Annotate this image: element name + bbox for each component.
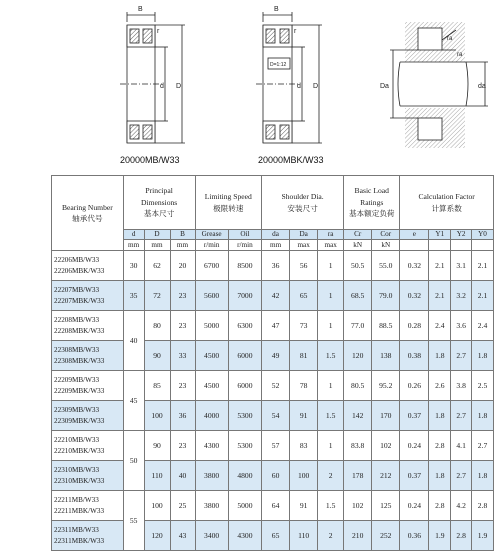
bearing-number: 22309MB/W33 (54, 405, 100, 414)
header-speed (195, 176, 262, 230)
B-cell: 20 (170, 251, 195, 281)
bearing-number: 22206MB/W33 (54, 255, 100, 264)
bearing-number-cell (52, 521, 124, 551)
cor-cell: 125 (372, 491, 400, 521)
cr-cell: 210 (344, 521, 372, 551)
y1-cell: 2.4 (429, 311, 451, 341)
header-bearing-number-zh: 轴承代号 (72, 214, 103, 223)
symbol-cell: e (400, 230, 429, 240)
symbol-cell: B (170, 230, 195, 240)
symbol-cell: ra (318, 230, 344, 240)
cor-cell: 79.0 (372, 281, 400, 311)
D-cell: 100 (144, 491, 170, 521)
d-cell: 50 (123, 431, 144, 491)
ra-cell: 1.5 (318, 401, 344, 431)
symbol-cell: Da (290, 230, 318, 240)
B-cell: 43 (170, 521, 195, 551)
e-cell: 0.37 (400, 401, 429, 431)
bearing-number-k: 22308MBK/W33 (54, 356, 105, 365)
cr-cell: 178 (344, 461, 372, 491)
B-cell: 23 (170, 371, 195, 401)
drawing-mbk-d-label: d (297, 83, 301, 90)
bearing-number: 22311MB/W33 (54, 525, 99, 534)
oil-cell: 7000 (228, 281, 261, 311)
B-cell: 40 (170, 461, 195, 491)
bearing-number: 22310MB/W33 (54, 465, 100, 474)
cr-cell: 50.5 (344, 251, 372, 281)
D-cell: 85 (144, 371, 170, 401)
e-cell: 0.37 (400, 461, 429, 491)
y2-cell: 2.7 (451, 401, 472, 431)
d-cell: 35 (123, 281, 144, 311)
header-row (52, 176, 494, 230)
y2-cell: 3.8 (451, 371, 472, 401)
Da-cell: 73 (290, 311, 318, 341)
symbol-cell: Grease (195, 230, 228, 240)
Da-cell: 81 (290, 341, 318, 371)
bearing-number-k: 22209MBK/W33 (54, 386, 105, 395)
unit-cell: mm (262, 240, 290, 251)
ra-cell: 1 (318, 311, 344, 341)
y0-cell: 1.8 (472, 341, 494, 371)
Da-cell: 65 (290, 281, 318, 311)
oil-cell: 8500 (228, 251, 261, 281)
y0-cell: 2.7 (472, 431, 494, 461)
oil-cell: 6300 (228, 311, 261, 341)
oil-cell: 5000 (228, 491, 261, 521)
symbol-cell: Y0 (472, 230, 494, 240)
bearing-number-k: 22211MBK/W33 (54, 506, 105, 515)
drawing-mounting (390, 22, 488, 148)
cr-cell: 83.8 (344, 431, 372, 461)
drawing-mount-Da-label: Da (380, 83, 389, 90)
drawing-mbk-D-label: D (313, 83, 319, 90)
y1-cell: 2.1 (429, 251, 451, 281)
drawing-mb-D-label: D (176, 83, 182, 90)
cr-cell: 77.0 (344, 311, 372, 341)
header-shoulder-zh: 安装尺寸 (287, 203, 318, 213)
bearing-number: 22208MB/W33 (54, 315, 100, 324)
bearing-number-cell (52, 281, 124, 311)
da-cell: 52 (262, 371, 290, 401)
unit-cell (451, 240, 472, 251)
B-cell: 23 (170, 311, 195, 341)
header-shoulder-en: Shoulder Dia. (281, 192, 324, 202)
Da-cell: 56 (290, 251, 318, 281)
table-row (52, 431, 494, 461)
header-speed-zh: 极限转速 (213, 203, 244, 213)
header-load-en2: Ratings (360, 197, 384, 207)
y0-cell: 2.1 (472, 281, 494, 311)
cor-cell: 102 (372, 431, 400, 461)
table-row (52, 311, 494, 341)
drawing-mb-caption: 20000MB/W33 (120, 155, 180, 165)
symbol-cell: D (144, 230, 170, 240)
Da-cell: 91 (290, 401, 318, 431)
bearing-drawings (0, 0, 500, 175)
drawing-mount-ra-bottom: ra (457, 52, 463, 58)
grease-cell: 3800 (195, 491, 228, 521)
y0-cell: 1.9 (472, 521, 494, 551)
grease-cell: 3800 (195, 461, 228, 491)
ra-cell: 1 (318, 251, 344, 281)
da-cell: 36 (262, 251, 290, 281)
symbol-cell: Y2 (451, 230, 472, 240)
unit-cell: kN (372, 240, 400, 251)
cor-cell: 138 (372, 341, 400, 371)
symbol-cell: Cor (372, 230, 400, 240)
bearing-number-k: 22208MBK/W33 (54, 326, 105, 335)
cr-cell: 68.5 (344, 281, 372, 311)
unit-cell: max (290, 240, 318, 251)
unit-cell (400, 240, 429, 251)
cor-cell: 88.5 (372, 311, 400, 341)
bearing-number-cell (52, 461, 124, 491)
B-cell: 33 (170, 341, 195, 371)
d-cell: 40 (123, 311, 144, 371)
cr-cell: 102 (344, 491, 372, 521)
oil-cell: 6000 (228, 341, 261, 371)
header-factor-en: Calculation Factor (418, 192, 475, 202)
D-cell: 90 (144, 431, 170, 461)
y2-cell: 4.2 (451, 491, 472, 521)
grease-cell: 4500 (195, 341, 228, 371)
table-row (52, 491, 494, 521)
bearing-number: 22210MB/W33 (54, 435, 100, 444)
bearing-number-cell (52, 371, 124, 401)
d-cell: 30 (123, 251, 144, 281)
table-row (52, 521, 494, 551)
cor-cell: 252 (372, 521, 400, 551)
header-factor (400, 176, 494, 230)
header-speed-en: Limiting Speed (204, 192, 252, 202)
d-cell: 45 (123, 371, 144, 431)
y2-cell: 3.6 (451, 311, 472, 341)
symbol-cell: Cr (344, 230, 372, 240)
D-cell: 100 (144, 401, 170, 431)
header-dimensions (123, 176, 195, 230)
ra-cell: 1.5 (318, 491, 344, 521)
Da-cell: 83 (290, 431, 318, 461)
D-cell: 120 (144, 521, 170, 551)
da-cell: 57 (262, 431, 290, 461)
y2-cell: 3.1 (451, 251, 472, 281)
B-cell: 23 (170, 431, 195, 461)
grease-cell: 5600 (195, 281, 228, 311)
oil-cell: 4800 (228, 461, 261, 491)
y1-cell: 1.8 (429, 401, 451, 431)
da-cell: 54 (262, 401, 290, 431)
header-load-en: Basic Load (354, 186, 389, 196)
unit-cell: mm (170, 240, 195, 251)
oil-cell: 6000 (228, 371, 261, 401)
y1-cell: 1.8 (429, 341, 451, 371)
drawing-mbk-taper-label: D=1:12 (270, 62, 287, 68)
bearing-number-cell (52, 251, 124, 281)
bearing-number-cell (52, 491, 124, 521)
header-factor-zh: 计算系数 (431, 203, 462, 213)
unit-cell (472, 240, 494, 251)
grease-cell: 6700 (195, 251, 228, 281)
y0-cell: 1.8 (472, 401, 494, 431)
unit-cell: r/min (228, 240, 261, 251)
y1-cell: 2.8 (429, 431, 451, 461)
Da-cell: 91 (290, 491, 318, 521)
D-cell: 62 (144, 251, 170, 281)
da-cell: 49 (262, 341, 290, 371)
header-bearing-number (52, 176, 124, 251)
e-cell: 0.26 (400, 371, 429, 401)
e-cell: 0.38 (400, 341, 429, 371)
bearing-spec-table (51, 175, 494, 551)
drawing-mbk-r-label: r (294, 28, 297, 35)
da-cell: 47 (262, 311, 290, 341)
cor-cell: 170 (372, 401, 400, 431)
da-cell: 64 (262, 491, 290, 521)
da-cell: 65 (262, 521, 290, 551)
D-cell: 80 (144, 311, 170, 341)
da-cell: 42 (262, 281, 290, 311)
symbol-cell: d (123, 230, 144, 240)
e-cell: 0.36 (400, 521, 429, 551)
bearing-number-k: 22311MBK/W33 (54, 536, 105, 545)
e-cell: 0.24 (400, 431, 429, 461)
unit-cell: mm (144, 240, 170, 251)
D-cell: 72 (144, 281, 170, 311)
header-load (344, 176, 400, 230)
cor-cell: 95.2 (372, 371, 400, 401)
grease-cell: 4500 (195, 371, 228, 401)
table-row (52, 341, 494, 371)
y2-cell: 2.7 (451, 341, 472, 371)
grease-cell: 3400 (195, 521, 228, 551)
y2-cell: 2.8 (451, 521, 472, 551)
bearing-number-cell (52, 431, 124, 461)
cr-cell: 80.5 (344, 371, 372, 401)
drawing-mbk (256, 12, 322, 143)
table-row (52, 401, 494, 431)
bearing-number: 22209MB/W33 (54, 375, 100, 384)
y1-cell: 2.8 (429, 491, 451, 521)
ra-cell: 1.5 (318, 341, 344, 371)
header-shoulder (262, 176, 344, 230)
cor-cell: 212 (372, 461, 400, 491)
bearing-number: 22308MB/W33 (54, 345, 100, 354)
e-cell: 0.32 (400, 251, 429, 281)
d-cell: 55 (123, 491, 144, 551)
symbol-cell: Y1 (429, 230, 451, 240)
Da-cell: 78 (290, 371, 318, 401)
y1-cell: 1.9 (429, 521, 451, 551)
D-cell: 90 (144, 341, 170, 371)
drawing-mount-ra-top: ra (447, 36, 453, 42)
Da-cell: 100 (290, 461, 318, 491)
header-bearing-number-en: Bearing Number (61, 202, 113, 212)
D-cell: 110 (144, 461, 170, 491)
ra-cell: 2 (318, 461, 344, 491)
drawing-mb-d-label: d (160, 83, 164, 90)
bearing-number-k: 22310MBK/W33 (54, 476, 105, 485)
y1-cell: 2.6 (429, 371, 451, 401)
B-cell: 25 (170, 491, 195, 521)
ra-cell: 2 (318, 521, 344, 551)
drawing-mount-da-label: da (478, 83, 486, 90)
unit-cell: r/min (195, 240, 228, 251)
bearing-number: 22211MB/W33 (54, 495, 99, 504)
y0-cell: 2.8 (472, 491, 494, 521)
table-row (52, 251, 494, 281)
B-cell: 36 (170, 401, 195, 431)
y0-cell: 2.5 (472, 371, 494, 401)
y1-cell: 2.1 (429, 281, 451, 311)
bearing-number: 22207MB/W33 (54, 285, 100, 294)
da-cell: 60 (262, 461, 290, 491)
unit-cell (429, 240, 451, 251)
bearing-number-k: 22206MBK/W33 (54, 266, 105, 275)
unit-cell: max (318, 240, 344, 251)
drawing-mbk-caption: 20000MBK/W33 (258, 155, 324, 165)
table-row (52, 371, 494, 401)
bearing-number-k: 22309MBK/W33 (54, 416, 105, 425)
y2-cell: 4.1 (451, 431, 472, 461)
y0-cell: 1.8 (472, 461, 494, 491)
y0-cell: 2.4 (472, 311, 494, 341)
ra-cell: 1 (318, 431, 344, 461)
grease-cell: 5000 (195, 311, 228, 341)
header-dimensions-zh: 基本尺寸 (143, 209, 175, 219)
unit-cell: kN (344, 240, 372, 251)
e-cell: 0.32 (400, 281, 429, 311)
oil-cell: 5300 (228, 431, 261, 461)
e-cell: 0.28 (400, 311, 429, 341)
cr-cell: 120 (344, 341, 372, 371)
drawing-mbk-b-label: B (274, 6, 279, 13)
ra-cell: 1 (318, 371, 344, 401)
bearing-number-cell (52, 401, 124, 431)
y2-cell: 2.7 (451, 461, 472, 491)
table-row (52, 461, 494, 491)
symbol-cell: Oil (228, 230, 261, 240)
B-cell: 23 (170, 281, 195, 311)
unit-cell: mm (123, 240, 144, 251)
oil-cell: 5300 (228, 401, 261, 431)
y2-cell: 3.2 (451, 281, 472, 311)
symbol-cell: da (262, 230, 290, 240)
drawing-mb (120, 12, 185, 143)
y1-cell: 1.8 (429, 461, 451, 491)
cor-cell: 55.0 (372, 251, 400, 281)
drawing-mb-b-label: B (138, 6, 143, 13)
grease-cell: 4000 (195, 401, 228, 431)
cr-cell: 142 (344, 401, 372, 431)
bearing-number-k: 22207MBK/W33 (54, 296, 105, 305)
Da-cell: 110 (290, 521, 318, 551)
y0-cell: 2.1 (472, 251, 494, 281)
header-dimensions-en2: Dimensions (140, 197, 178, 207)
bearing-number-k: 22210MBK/W33 (54, 446, 105, 455)
oil-cell: 4300 (228, 521, 261, 551)
grease-cell: 4300 (195, 431, 228, 461)
bearing-number-cell (52, 311, 124, 341)
e-cell: 0.24 (400, 491, 429, 521)
table-row (52, 281, 494, 311)
drawing-mb-r-label: r (157, 28, 160, 35)
header-dimensions-en: Principal (145, 186, 173, 196)
bearing-number-cell (52, 341, 124, 371)
ra-cell: 1 (318, 281, 344, 311)
header-load-zh: 基本额定负荷 (348, 209, 395, 219)
